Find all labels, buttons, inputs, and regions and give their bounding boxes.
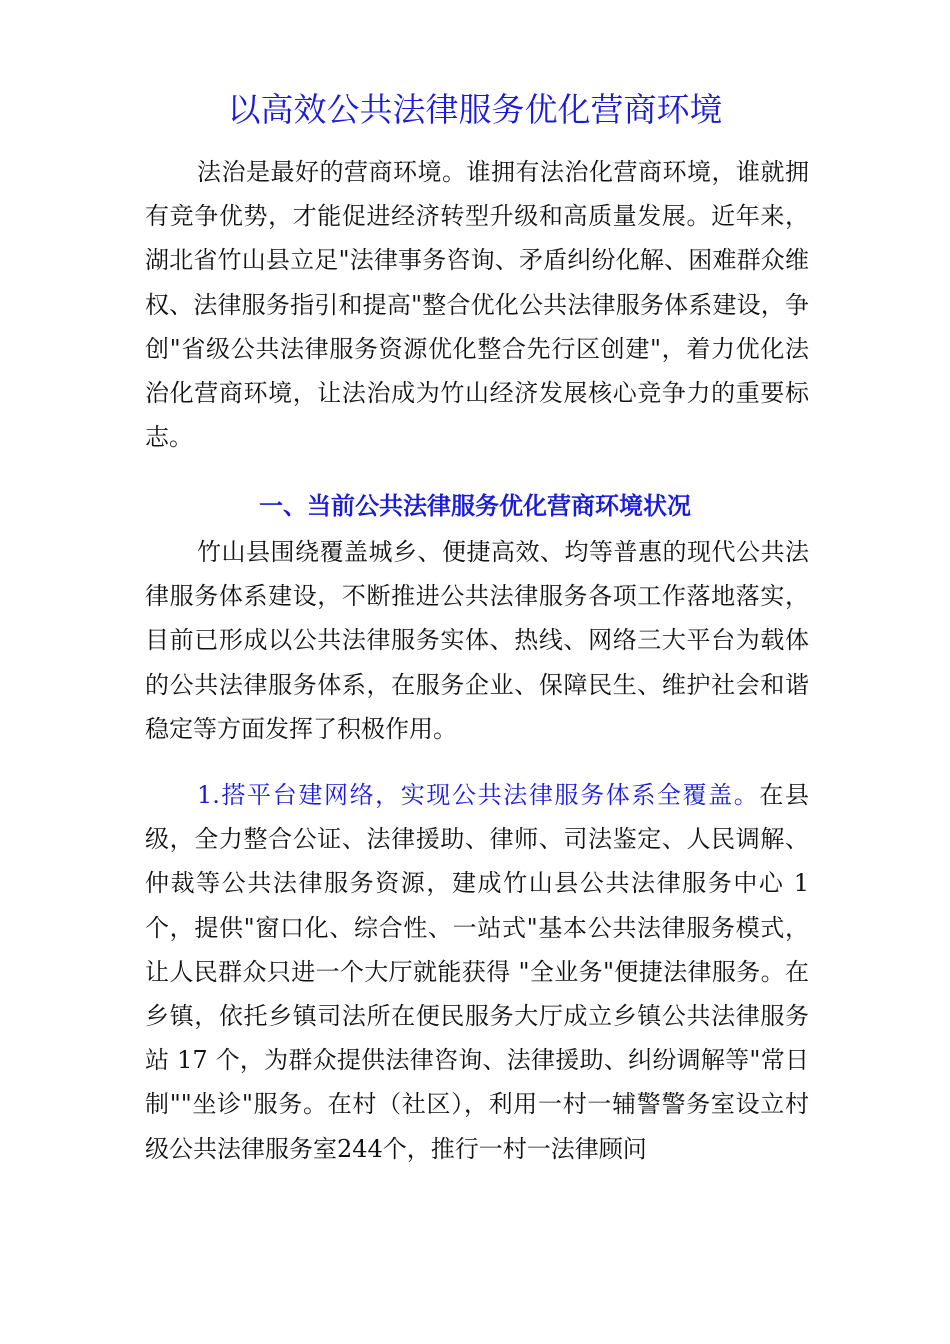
- section-heading-1: 一、当前公共法律服务优化营商环境状况: [259, 492, 691, 520]
- intro-paragraph: 法治是最好的营商环境。谁拥有法治化营商环境，谁就拥有竞争优势，才能促进经济转型升级和高质量发展。近年来，湖北省竹山县立足"法律事务咨询、矛盾纠纷化解、困难群众维权、法律服务指引和提高"整合优化公共法律服务体系建设，争创"省级公共法律服务资源优化整合先行区创建"，着力优化法治化营商环境，让法治成为竹山经济发展核心竞争力的重要标志。: [145, 158, 809, 452]
- document-title: 以高效公共法律服务优化营商环境: [227, 90, 723, 129]
- item-1-body-text: 在县级，全力整合公证、法律援助、律师、司法鉴定、人民调解、仲裁等公共法律服务资源，建成竹山县公共法律服务中心 1 个，提供"窗口化、综合性、一站式"基本公共法律服务模式，让人民群众只进一个大厅就能获得 "全业务"便捷法律服务。在乡镇，依托乡镇司法所在便民服务大厅成立乡镇公共法律服务站 17 个，为群众提供法律咨询、法律援助、纠纷调解等"常日制""坐诊"服务。在村（社区），利用一村一辅警警务室设立村级公共法律服务室244个，推行一村一法律顾问: [145, 781, 810, 1163]
- section-1-paragraph: 竹山县围绕覆盖城乡、便捷高效、均等普惠的现代公共法律服务体系建设，不断推进公共法律服务各项工作落地落实，目前已形成以公共法律服务实体、热线、网络三大平台为载体的公共法律服务体系，在服务企业、保障民生、维护社会和谐稳定等方面发挥了积极作用。: [145, 538, 809, 743]
- item-1-lead-sentence: 1.搭平台建网络，实现公共法律服务体系全覆盖。: [197, 781, 760, 809]
- section-1-item-1-paragraph: [145, 773, 809, 1171]
